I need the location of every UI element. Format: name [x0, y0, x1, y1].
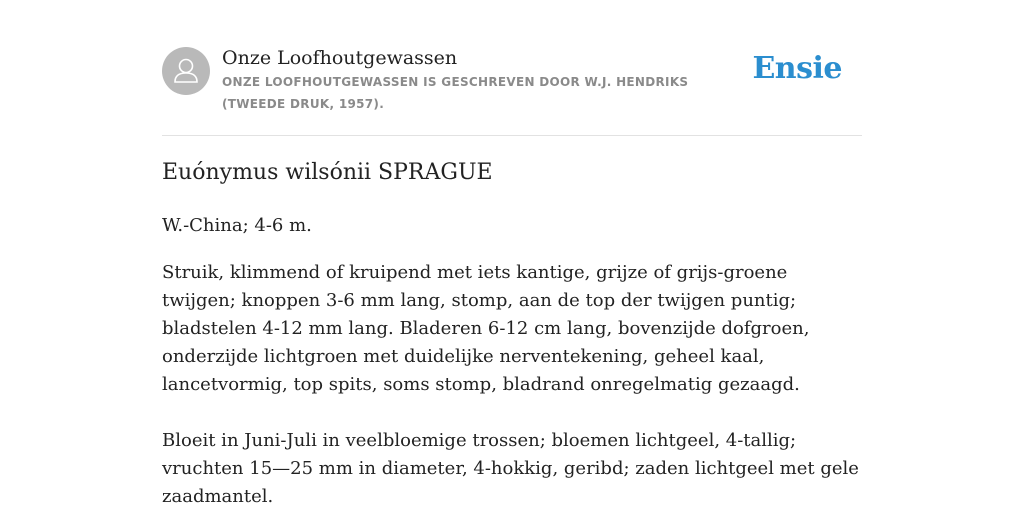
source-info: [222, 46, 752, 115]
paragraph-origin: W.-China; 4-6 m.: [162, 215, 312, 236]
paragraph-flowering: Bloeit in Juni-Juli in veelbloemige trossen; bloemen lichtgeel, 4-tallig; vruchten 15—25 mm in diameter, 4-hokkig, geribd; zaden lichtgeel met gele zaadmantel.: [162, 430, 859, 507]
source-title[interactable]: Onze Loofhoutgewassen: [222, 47, 458, 69]
paragraph-description: Struik, klimmend of kruipend met iets kantige, grijze of grijs-groene twijgen; knoppen 3-6 mm lang, stomp, aan de top der twijgen puntig; bladstelen 4-12 mm lang. Bladeren 6-12 cm lang, bovenzijde dofgroen, onderzijde lichtgroen met duidelijke nerventekening, geheel kaal, lancetvormig, top spits, soms stomp, bladrand onregelmatig gezaagd.: [162, 262, 810, 395]
source-description: ONZE LOOFHOUTGEWASSEN IS GESCHREVEN DOOR W.J. HENDRIKS (TWEEDE DRUK, 1957).: [222, 75, 689, 111]
user-icon: [162, 47, 210, 95]
article-body: [162, 212, 862, 511]
article-card: [162, 46, 862, 507]
source-header: [162, 46, 862, 136]
article-title: Euónymus wilsónii SPRAGUE: [162, 160, 493, 185]
brand-logo[interactable]: Ensie: [752, 51, 842, 86]
avatar: [162, 47, 210, 95]
